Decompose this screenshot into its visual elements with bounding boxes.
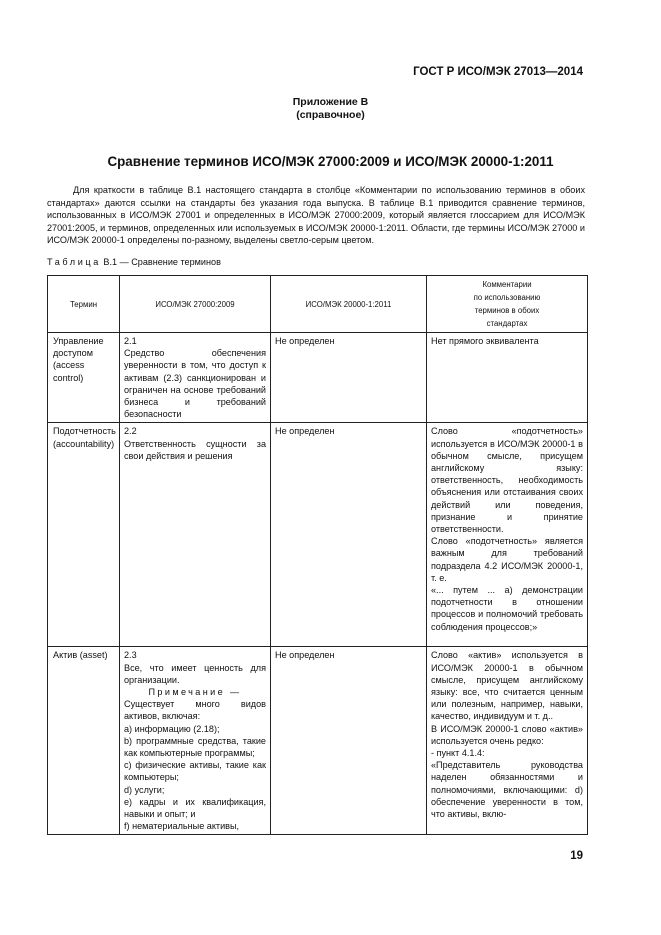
cell-term: Подотчетность (accountability) <box>48 423 120 647</box>
cell-comments <box>427 423 588 647</box>
header-comments-line: стандартах <box>486 319 528 328</box>
cell-iso20000: Не определен <box>271 647 427 835</box>
section-title: Сравнение терминов ИСО/МЭК 27000:2009 и ИСО/МЭК 20000-1:2011 <box>107 154 554 169</box>
comment-paragraph: - пункт 4.1.4: <box>431 748 485 759</box>
terms-comparison-table <box>47 275 588 835</box>
cell-iso20000: Не определен <box>271 423 427 647</box>
appendix-subtitle: (справочное) <box>296 109 365 121</box>
appendix-title: Приложение В <box>292 96 369 108</box>
cell-term: Управление доступом (access control) <box>48 333 120 423</box>
table-row <box>48 423 588 647</box>
comment-paragraph: Слово «подотчетность» используется в ИСО/МЭК 20000-1 в обычном смысле, присущем английскому языку: ответственность, необходимость объяснения или отстаивания своих действий или поведения, признание и принятие ответственности. <box>431 426 583 535</box>
cell-iso20000: Не определен <box>271 333 427 423</box>
table-row <box>48 333 588 423</box>
table-caption-text: — Сравнение терминов <box>119 257 221 267</box>
cell-iso27000 <box>120 333 271 423</box>
term-number: 2.1 <box>124 336 137 346</box>
cell-iso27000 <box>120 647 271 835</box>
note-line: а) информацию (2.18); <box>124 723 220 734</box>
comment-paragraph: «Представитель руководства наделен обязанностями и полномочиями, включающими: d) обеспечение уверенности в том, что активы, вклю- <box>431 760 583 820</box>
note-line: b) программные средства, такие как компьютерные программы; <box>124 735 266 759</box>
term-definition: Все, что имеет ценность для организации. <box>124 662 266 685</box>
cell-comments <box>427 647 588 835</box>
cell-iso27000 <box>120 423 271 647</box>
comment-paragraph: «... путем ... а) демонстрации подотчетности в отношении процессов и полномочий требовать соблюдения процессов;» <box>431 585 583 632</box>
header-iso20000: ИСО/МЭК 20000-1:2011 <box>271 276 427 333</box>
term-number: 2.2 <box>124 426 137 437</box>
note-line: d) услуги; <box>124 784 165 795</box>
note-line: e) кадры и их квалификация, навыки и опыт; и <box>124 796 266 820</box>
comment-paragraph: Слово «подотчетность» является важным для требований подраздела 4.2 ИСО/МЭК 20000-1, т. е. <box>431 536 583 583</box>
table-header-row <box>48 276 588 333</box>
note-heading: Примечание — <box>148 687 242 698</box>
term-definition: Ответственность сущности за свои действия и решения <box>124 438 266 461</box>
header-term: Термин <box>48 276 120 333</box>
appendix-heading <box>0 96 661 122</box>
intro-paragraph: Для краткости в таблице В.1 настоящего стандарта в столбце «Комментарии по использованию терминов в обоих стандартах» даются ссылки на стандарты без указания года выпуска. В таблице В.1 приводится сравнение терминов, использованных в ИСО/МЭК 27001 и определенных в ИСО/МЭК 27000:2009, который является глоссарием для ИСО/МЭК 27001:2005, и терминов, определенных или используемых в ИСО/МЭК 20000-1:2011. Области, где термины ИСО/МЭК 27000 и ИСО/МЭК 20000-1 определены по-разному, выделены светло-серым цветом. <box>47 185 585 245</box>
note-line: f) нематериальные активы, <box>124 821 240 832</box>
note-line: Существует много видов активов, включая: <box>124 699 266 722</box>
term-definition: Средство обеспечения уверенности в том, что доступ к активам (2.3) санкционирован и ограничен на основе требований бизнеса и требований безопасности <box>124 348 266 420</box>
document-id: ГОСТ Р ИСО/МЭК 27013—2014 <box>413 66 583 78</box>
header-comments-line: Комментарии <box>482 280 532 289</box>
term-number: 2.3 <box>124 650 137 661</box>
header-iso27000: ИСО/МЭК 27000:2009 <box>120 276 271 333</box>
cell-comments <box>427 333 588 423</box>
table-caption-number: В.1 <box>103 257 118 267</box>
page-number: 19 <box>570 850 583 862</box>
table-row <box>48 647 588 835</box>
header-comments <box>427 276 588 333</box>
header-comments-line: терминов в обоих <box>474 306 540 315</box>
header-comments-line: по использованию <box>473 293 541 302</box>
cell-term: Актив (asset) <box>48 647 120 835</box>
note-line: c) физические активы, такие как компьютеры; <box>124 760 266 783</box>
comment-paragraph: В ИСО/МЭК 20000-1 слово «актив» используется очень редко: <box>431 723 583 746</box>
table-caption <box>47 257 221 267</box>
table-caption-label: Таблица <box>47 257 101 267</box>
comment-paragraph: Слово «актив» используется в ИСО/МЭК 20000-1 в обычном смысле, присущем английскому языку: все, что считается ценным или полезным, например, навыки, качество, индивидуум и т. д.. <box>431 650 583 722</box>
comment-paragraph: Нет прямого эквивалента <box>431 336 539 346</box>
